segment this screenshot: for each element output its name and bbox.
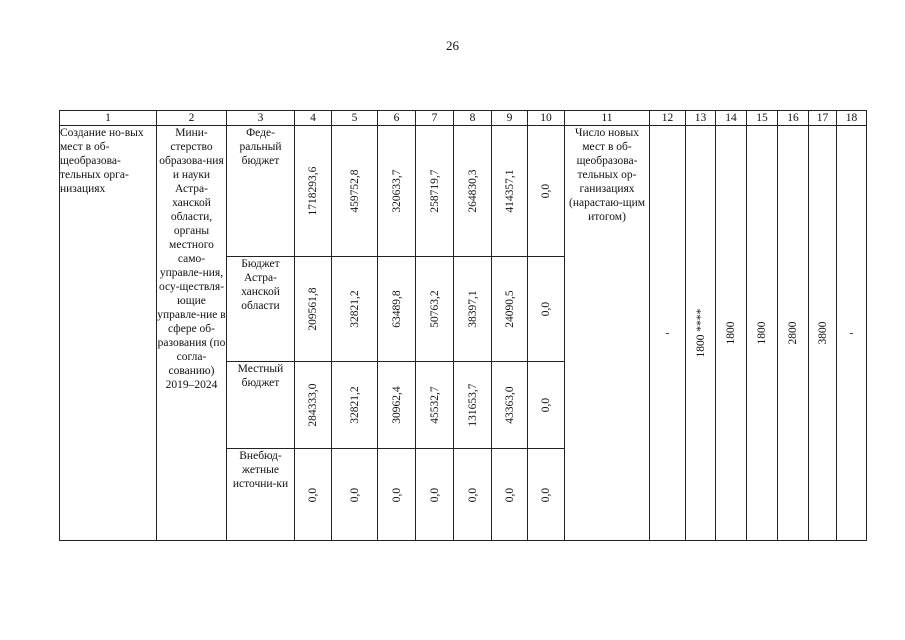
col-num-8: 8 xyxy=(454,111,492,126)
executor-cell: Мини-стерство образова-ния и науки Астра-ханской области, органы местного само-управле-ния, осу-ществля-ющие управле-ние в сфере об-разования (по согла-сованию) 2019–2024 xyxy=(157,126,227,541)
col-num-6: 6 xyxy=(378,111,416,126)
funding-value: 0,0 xyxy=(528,449,565,541)
col-num-17: 17 xyxy=(809,111,837,126)
indicator-cell: Число новых мест в об-щеобразова-тельных ор-ганизациях (нарастаю-щим итогом) xyxy=(565,126,650,541)
col-num-18: 18 xyxy=(837,111,867,126)
target-cell: - xyxy=(837,126,867,541)
target-cell: - xyxy=(650,126,686,541)
funding-value: 0,0 xyxy=(332,449,378,541)
funding-value: 32821,2 xyxy=(332,362,378,449)
col-num-14: 14 xyxy=(716,111,747,126)
funding-value: 414357,1 xyxy=(492,126,528,257)
col-num-10: 10 xyxy=(528,111,565,126)
target-cell: 3800 xyxy=(809,126,837,541)
funding-source: Внебюд-жетные источни-ки xyxy=(227,449,295,541)
funding-source: Феде-ральный бюджет xyxy=(227,126,295,257)
col-num-11: 11 xyxy=(565,111,650,126)
funding-value: 0,0 xyxy=(528,257,565,362)
funding-value: 1718293,6 xyxy=(295,126,332,257)
funding-value: 50763,2 xyxy=(416,257,454,362)
funding-value: 284333,0 xyxy=(295,362,332,449)
page-number: 26 xyxy=(446,38,459,53)
funding-value: 0,0 xyxy=(295,449,332,541)
col-num-4: 4 xyxy=(295,111,332,126)
funding-value: 459752,8 xyxy=(332,126,378,257)
col-num-15: 15 xyxy=(747,111,778,126)
funding-value: 320633,7 xyxy=(378,126,416,257)
funding-value: 30962,4 xyxy=(378,362,416,449)
funding-source: Бюджет Астра-ханской области xyxy=(227,257,295,362)
col-num-2: 2 xyxy=(157,111,227,126)
funding-value: 43363,0 xyxy=(492,362,528,449)
table-row xyxy=(60,126,867,257)
funding-value: 0,0 xyxy=(492,449,528,541)
funding-value: 0,0 xyxy=(528,362,565,449)
activity-cell: Создание но-вых мест в об-щеобразова-тельных орга-низациях xyxy=(60,126,157,541)
col-num-13: 13 xyxy=(686,111,716,126)
col-num-16: 16 xyxy=(778,111,809,126)
col-num-12: 12 xyxy=(650,111,686,126)
funding-value: 0,0 xyxy=(378,449,416,541)
col-num-7: 7 xyxy=(416,111,454,126)
funding-value: 0,0 xyxy=(454,449,492,541)
funding-value: 0,0 xyxy=(528,126,565,257)
program-table xyxy=(59,110,867,541)
funding-value: 131653,7 xyxy=(454,362,492,449)
funding-value: 209561,8 xyxy=(295,257,332,362)
target-cell: 1800 xyxy=(716,126,747,541)
target-cell: 2800 xyxy=(778,126,809,541)
funding-value: 32821,2 xyxy=(332,257,378,362)
target-cell: 1800 **** xyxy=(686,126,716,541)
funding-value: 258719,7 xyxy=(416,126,454,257)
target-cell: 1800 xyxy=(747,126,778,541)
funding-value: 264830,3 xyxy=(454,126,492,257)
funding-value: 45532,7 xyxy=(416,362,454,449)
funding-value: 38397,1 xyxy=(454,257,492,362)
col-num-1: 1 xyxy=(60,111,157,126)
funding-source: Местный бюджет xyxy=(227,362,295,449)
funding-value: 0,0 xyxy=(416,449,454,541)
funding-value: 24090,5 xyxy=(492,257,528,362)
col-num-5: 5 xyxy=(332,111,378,126)
col-num-9: 9 xyxy=(492,111,528,126)
col-num-3: 3 xyxy=(227,111,295,126)
column-number-row xyxy=(60,111,867,126)
funding-value: 63489,8 xyxy=(378,257,416,362)
